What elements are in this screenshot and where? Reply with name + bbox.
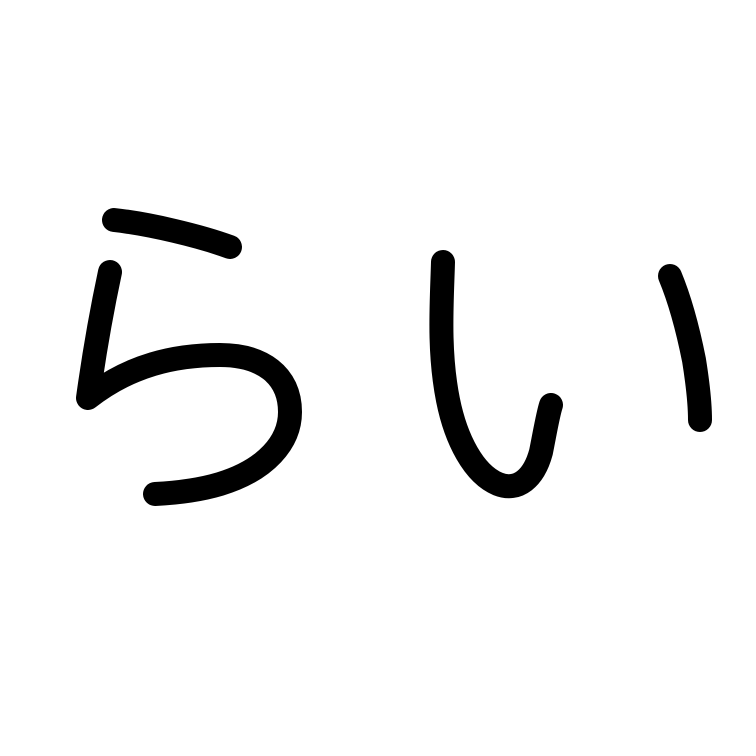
stroke-ra-top bbox=[114, 220, 230, 247]
stroke-i-right bbox=[670, 276, 700, 420]
stroke-i-left bbox=[441, 262, 551, 486]
stroke-ra-body bbox=[88, 272, 290, 494]
character-ra bbox=[88, 220, 290, 494]
character-i bbox=[441, 262, 700, 486]
